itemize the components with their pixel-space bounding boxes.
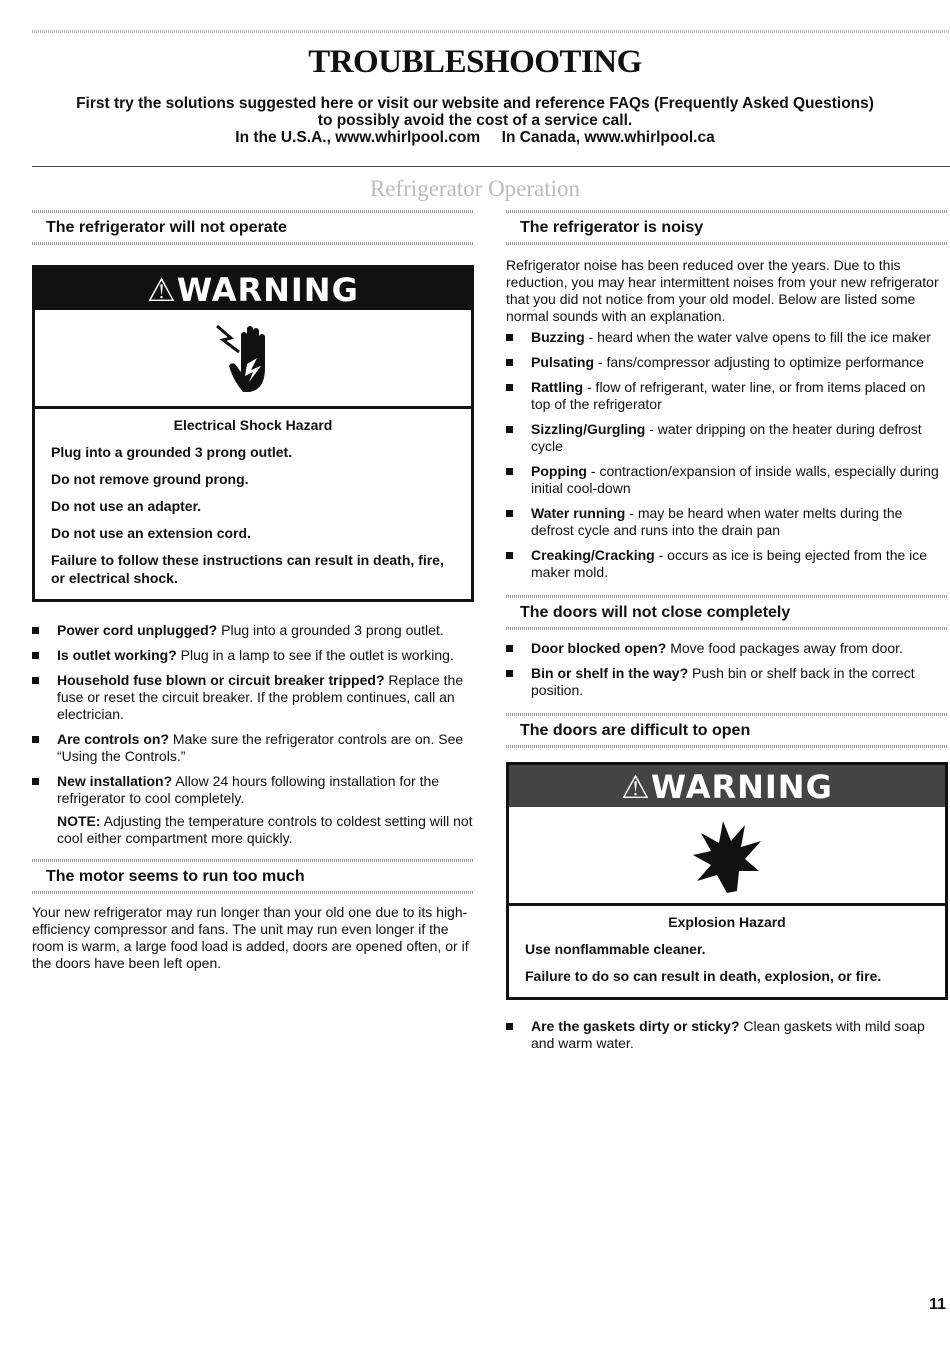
list-item <box>32 647 474 664</box>
list-item <box>506 421 948 455</box>
warning-line: Do not use an extension cord. <box>51 525 251 541</box>
note-text: Adjusting the temperature controls to coldest setting will not cool either compartment more quickly. <box>57 813 473 846</box>
list-item <box>506 505 948 539</box>
item-bold: Creaking/Cracking <box>531 547 655 563</box>
warning-body <box>35 409 471 599</box>
explosion-icon <box>509 807 945 906</box>
right-column <box>506 210 948 1060</box>
item-text: Clean gaskets with mild soap and warm water. <box>531 1018 925 1051</box>
item-text: - water dripping on the heater during defrost cycle <box>531 421 922 454</box>
list-item <box>32 622 474 639</box>
intro-line: First try the solutions suggested here or visit our website and reference FAQs (Frequently Asked Questions) <box>76 95 874 112</box>
heading-motor: The motor seems to run too much <box>46 868 305 885</box>
intro-line: In the U.S.A., www.whirlpool.com In Canada, www.whirlpool.ca <box>235 129 715 146</box>
warning-line: Use nonflammable cleaner. <box>525 941 706 957</box>
warning-line: Failure to do so can result in death, explosion, or fire. <box>525 968 882 984</box>
warning-box-explosion <box>506 762 948 1000</box>
item-bold: Water running <box>531 505 626 521</box>
item-text: - heard when the water valve opens to fill the ice maker <box>584 329 931 345</box>
top-border <box>32 30 950 33</box>
left-column <box>32 210 474 978</box>
list-item <box>506 379 948 413</box>
page-title: TROUBLESHOOTING <box>308 44 642 80</box>
divider <box>32 166 950 167</box>
item-bold: Door blocked open? <box>531 640 667 656</box>
item-bold: Bin or shelf in the way? <box>531 665 689 681</box>
list-item <box>32 672 474 723</box>
item-bold: Buzzing <box>531 329 585 345</box>
list-item <box>506 354 948 371</box>
list-item <box>506 665 948 699</box>
electrical-shock-hand-icon <box>35 310 471 409</box>
dotted-rule <box>506 242 948 245</box>
dotted-rule <box>506 627 948 630</box>
warning-line: Failure to follow these instructions can result in death, fire, or electrical shock. <box>51 552 444 586</box>
list-item <box>506 640 948 657</box>
heading-not-operate: The refrigerator will not operate <box>46 219 287 236</box>
not-operate-list <box>32 622 474 807</box>
item-text: Move food packages away from door. <box>666 640 903 656</box>
item-text: Allow 24 hours following installation for the refrigerator to cool completely. <box>57 773 440 806</box>
item-text: - fans/compressor adjusting to optimize performance <box>594 354 924 370</box>
item-bold: Sizzling/Gurgling <box>531 421 646 437</box>
item-bold: Rattling <box>531 379 584 395</box>
warning-header: ⚠WARNING <box>509 765 945 807</box>
noises-list <box>506 329 948 581</box>
explosion-svg <box>687 815 767 895</box>
item-bold: Pulsating <box>531 354 595 370</box>
item-bold: Are the gaskets dirty or sticky? <box>531 1018 740 1034</box>
list-item <box>32 773 474 807</box>
list-item <box>506 329 948 346</box>
section-title: Refrigerator Operation <box>369 176 581 201</box>
noisy-intro: Refrigerator noise has been reduced over the years. Due to this reduction, you may hear intermittent noises from your new refrigerator that you did not notice from your old model. Below are listed some normal sounds with an explanation. <box>506 257 939 324</box>
item-text: - occurs as ice is being ejected from the ice maker mold. <box>531 547 928 580</box>
warning-line: Do not remove ground prong. <box>51 471 249 487</box>
warning-label: WARNING <box>650 768 833 806</box>
warning-line: Plug into a grounded 3 prong outlet. <box>51 444 293 460</box>
dotted-rule <box>32 242 474 245</box>
note-label: NOTE: <box>57 813 101 829</box>
motor-text: Your new refrigerator may run longer than your old one due to its high-efficiency compressor and fans. The unit may run even longer if the room is warm, a large food load is added, doors are opened often, or if the doors have been left open. <box>32 904 469 971</box>
item-text: - may be heard when water melts during the defrost cycle and runs into the drain pan <box>531 505 903 538</box>
item-text: Make sure the refrigerator controls are on. See “Using the Controls.” <box>57 731 464 764</box>
dotted-rule <box>32 891 474 894</box>
list-item <box>506 1018 948 1052</box>
item-text: Plug into a grounded 3 prong outlet. <box>217 622 444 638</box>
heading-noisy: The refrigerator is noisy <box>520 219 704 236</box>
shock-hand-svg <box>213 318 293 398</box>
item-bold: Are controls on? <box>57 731 170 747</box>
item-text: Replace the fuse or reset the circuit breaker. If the problem continues, call an electrician. <box>57 672 464 722</box>
warning-body <box>509 906 945 997</box>
item-text: Plug in a lamp to see if the outlet is working. <box>176 647 454 663</box>
doors-close-list <box>506 640 948 699</box>
intro <box>32 95 918 146</box>
item-text: Push bin or shelf back in the correct position. <box>531 665 915 698</box>
item-bold: New installation? <box>57 773 173 789</box>
item-bold: Is outlet working? <box>57 647 177 663</box>
item-text: - contraction/expansion of inside walls, especially during initial cool-down <box>531 463 939 496</box>
item-bold: Popping <box>531 463 587 479</box>
hazard-title: Electrical Shock Hazard <box>173 417 333 433</box>
heading-doors-close: The doors will not close completely <box>520 604 791 621</box>
warning-header: ⚠WARNING <box>35 268 471 310</box>
intro-line: to possibly avoid the cost of a service call. <box>317 112 633 129</box>
page-number: 11 <box>929 1296 946 1313</box>
warning-label: WARNING <box>176 271 359 309</box>
item-bold: Household fuse blown or circuit breaker tripped? <box>57 672 385 688</box>
hazard-title: Explosion Hazard <box>668 914 786 930</box>
item-text: - flow of refrigerant, water line, or from items placed on top of the refrigerator <box>531 379 926 412</box>
note <box>32 813 474 847</box>
list-item <box>506 547 948 581</box>
dotted-rule <box>506 745 948 748</box>
doors-open-list <box>506 1018 948 1052</box>
list-item <box>32 731 474 765</box>
warning-line: Do not use an adapter. <box>51 498 202 514</box>
item-bold: Power cord unplugged? <box>57 622 218 638</box>
list-item <box>506 463 948 497</box>
warning-box-shock <box>32 265 474 602</box>
heading-doors-open: The doors are difficult to open <box>520 722 751 739</box>
